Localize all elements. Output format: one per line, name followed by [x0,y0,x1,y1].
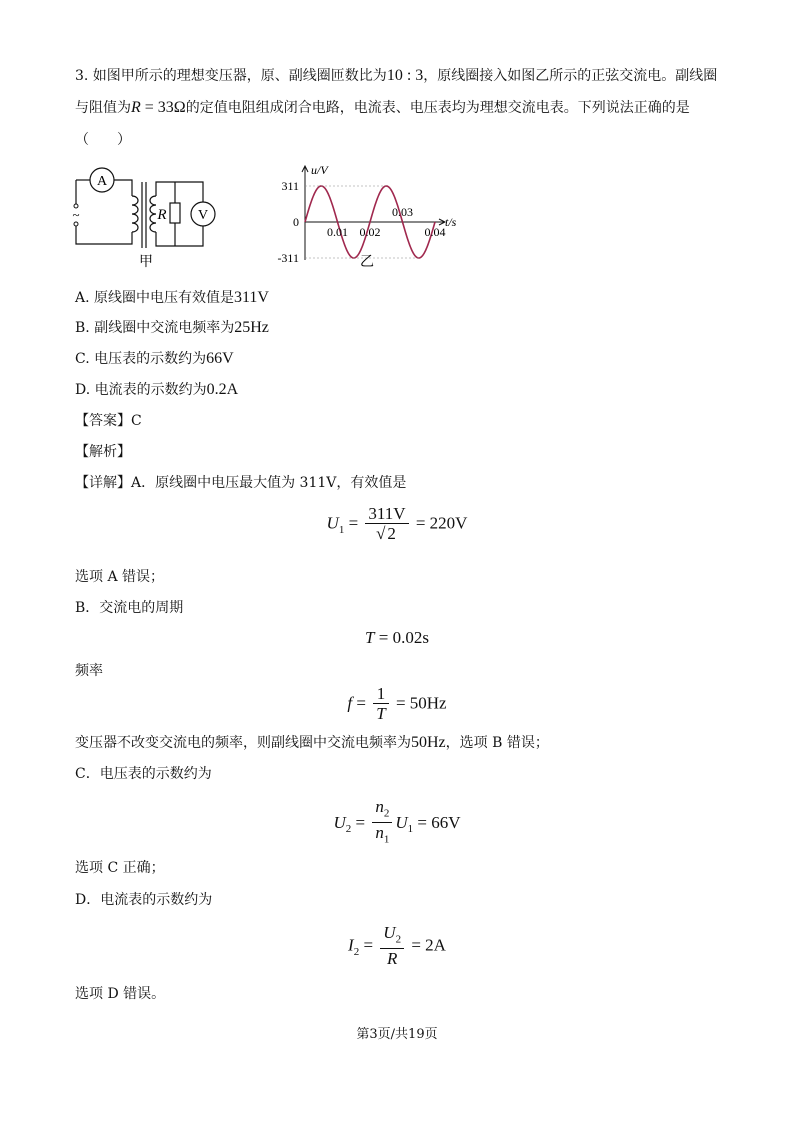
x-tick-label-0.04: 0.04 [424,225,446,239]
resistor-symbol: R [131,99,141,116]
primary-coil [132,196,138,232]
option-c[interactable]: C. 电压表的示数约为66V [75,350,234,367]
circuit-diagram [68,162,218,272]
x-tick-label-0.01: 0.01 [327,225,348,239]
page-footer: 第3页/共19页 [356,1027,438,1042]
x-tick-label-0.02: 0.02 [359,225,381,239]
ammeter-label: A [96,174,108,189]
equation-current: $I_2$ = $\frac{U_2}{R}$ = 2A [348,923,446,969]
question-paren: （ ） [75,132,131,148]
voltage-time-chart [265,160,465,272]
secondary-coil [150,196,156,232]
equation-period: T = 0.02s [365,628,429,647]
frequency-label: 频率 [75,663,103,679]
detail-d-conclusion: 选项 D 错误。 [75,986,166,1002]
equation-secondary-voltage: $U_2$ = $\frac{n_2}{n_1}$ $U_1 = 66V$ [333,797,461,846]
detail-d-intro: D．电流表的示数约为 [75,892,213,908]
detail-b-intro: B．交流电的周期 [75,600,184,616]
option-a[interactable]: A. 原线圈中电压有效值是311V [75,289,269,306]
question-line-2: 与阻值为R = 33Ω的定值电阻组成闭合电路，电流表、电压表均为理想交流电表。下列说法正确的是 [75,99,690,116]
voltmeter-label: V [197,208,209,223]
detail-c-intro: C．电压表的示数约为 [75,766,212,782]
y-axis-label: u/V [311,163,328,177]
detail-b-conclusion: 变压器不改变交流电的频率，则副线圈中交流电频率为50Hz，选项 B 错误； [75,734,549,751]
option-d[interactable]: D. 电流表的示数约为0.2A [75,381,239,398]
resistor-value: = 33Ω [140,99,186,116]
ac-source-icon: ~ [72,207,80,222]
resistor [170,203,180,223]
x-axis-label: t/s [445,215,457,229]
question-line-1: 3. 如图甲所示的理想变压器，原、副线圈匝数比为10 : 3，原线圈接入如图乙所示的正弦交流电。副线圈 [75,67,718,84]
source-terminal-bottom [74,222,78,226]
detail-a-intro: 【详解】A．原线圈中电压最大值为 311V，有效值是 [75,475,407,491]
caption-yi: 乙 [360,254,374,270]
turns-ratio: 10 : 3 [386,67,424,84]
analysis-header: 【解析】 [75,444,131,460]
equation-effective-voltage: $U_1$ = $\frac{311V}{√ 2}$ = 220V [326,504,468,543]
y-tick-label--311: -311 [277,251,299,265]
detail-c-conclusion: 选项 C 正确； [75,860,165,876]
detail-a-conclusion: 选项 A 错误； [75,569,165,585]
option-b[interactable]: B. 副线圈中交流电频率为25Hz [75,319,269,336]
equation-frequency: f = $\frac{1}{T}$ = 50Hz [347,684,447,723]
resistor-label: R [157,207,167,223]
y-tick-label-311: 311 [281,179,299,193]
caption-jia: 甲 [139,254,153,270]
y-tick-label-0: 0 [293,215,299,229]
answer: 【答案】C [75,413,142,429]
x-tick-label-0.03: 0.03 [392,205,413,219]
